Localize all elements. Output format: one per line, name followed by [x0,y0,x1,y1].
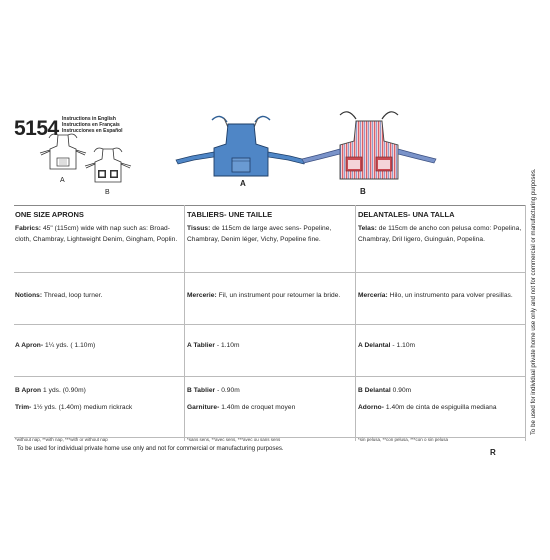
apron-a-yardage-english [15,340,181,351]
language-spanish: Instrucciones en Español [62,128,123,134]
pattern-number: 5154 [14,117,59,140]
trim-label-spanish: Adorno- [358,404,384,411]
fabrics-text-english: 45" (115cm) wide with nap such as: Broad-cloth, Chambray, Lightweight Denim, Gingham, Poplin. [15,225,178,243]
apron-a-label-french: A Tablier [187,342,215,349]
apron-b-yardage-english [15,385,181,396]
trim-text-english: 1½ yds. (1.40m) medium rickrack [33,404,133,411]
notions-text-english: Thread, loop turner. [43,292,103,299]
language-french: Instructions en Français [62,122,120,128]
apron-a-text-french: - 1.10m [216,342,240,349]
notions-label-english: Notions: [15,292,43,299]
trim-label-english: Trim- [15,404,32,411]
language-english: Instructions in English [62,116,116,122]
trim-english [15,402,181,413]
fabrics-label-english: Fabrics: [15,225,42,232]
row-rule-1 [14,272,526,273]
apron-b-label-english: B Apron [15,387,42,394]
apron-b-text-english: 1 yds. (0.90m) [43,387,86,394]
column-divider-2 [355,205,356,441]
fabrics-spanish [358,223,523,245]
footer-disclaimer: To be used for individual private home use only and not for commercial or manufacturing purposes. [17,445,284,452]
column-divider-3 [525,205,526,441]
column-title-spanish: DELANTALES- UNA TALLA [358,210,455,219]
r-mark: R [490,448,496,457]
footnote-english: *without nap, **with nap, ***with or without nap [15,437,108,442]
thumbnail-label-a: A [60,177,65,184]
notions-french [187,290,353,301]
fabrics-label-spanish: Telas: [358,225,377,232]
notions-english [15,290,181,301]
notions-text-french: Fil, un instrument pour retourner la bride. [218,292,341,299]
notions-label-french: Mercerie: [187,292,217,299]
large-apron-b-icon [298,105,440,183]
apron-b-label-spanish: B Delantal [358,387,391,394]
trim-spanish [358,402,523,413]
fabrics-french [187,223,353,245]
column-divider-1 [184,205,185,441]
side-disclaimer: To be used for individual private home use only and not for commercial or manufacturing purposes. [530,168,537,435]
thumbnail-apron-b-icon [82,146,134,188]
thumbnail-apron-a-icon [38,132,88,177]
apron-b-yardage-french [187,385,353,396]
column-title-english: ONE SIZE APRONS [15,210,84,219]
fabrics-text-spanish: de 115cm de ancho con pelusa como: Popelina, Chambray, Dril ligero, Guinguán, Popelina. [358,225,522,243]
apron-a-label-english: A Apron- [15,342,44,349]
large-label-a: A [240,179,246,188]
apron-a-yardage-french [187,340,353,351]
fabrics-english [15,223,181,245]
apron-a-label-spanish: A Delantal [358,342,391,349]
apron-b-yardage-spanish [358,385,523,396]
notions-label-spanish: Mercería: [358,292,388,299]
footnote-spanish: *sin pelusa, **con pelusa, ***con o sin pelusa [358,437,449,442]
trim-french [187,402,353,413]
apron-b-text-french: - 0.90m [217,387,240,394]
fabrics-label-french: Tissus: [187,225,211,232]
apron-b-label-french: B Tablier [187,387,216,394]
row-rule-3 [14,376,526,377]
row-rule-2 [14,324,526,325]
fabrics-text-french: de 115cm de large avec sens- Popeline, Chambray, Denim léger, Vichy, Popeline fine. [187,225,332,243]
apron-b-text-spanish: 0.90m [392,387,412,394]
footnote-french: *sans sens, **avec sens, ***avec ou sans sens [187,437,281,442]
trim-label-french: Garniture- [187,404,220,411]
trim-text-french: 1.40m de croquet moyen [221,404,296,411]
column-title-french: TABLIERS- UNE TAILLE [187,210,273,219]
apron-a-text-spanish: - 1.10m [392,342,416,349]
apron-a-text-english: 1¼ yds. ( 1.10m) [45,342,96,349]
large-apron-a-icon [172,110,310,178]
apron-a-yardage-spanish [358,340,523,351]
thumbnail-label-b: B [105,189,110,196]
notions-spanish [358,290,523,301]
trim-text-spanish: 1.40m de cinta de espiguilla mediana [385,404,497,411]
header-rule [14,205,526,206]
large-label-b: B [360,187,366,196]
notions-text-spanish: Hilo, un instrumento para volver presillas. [389,292,513,299]
